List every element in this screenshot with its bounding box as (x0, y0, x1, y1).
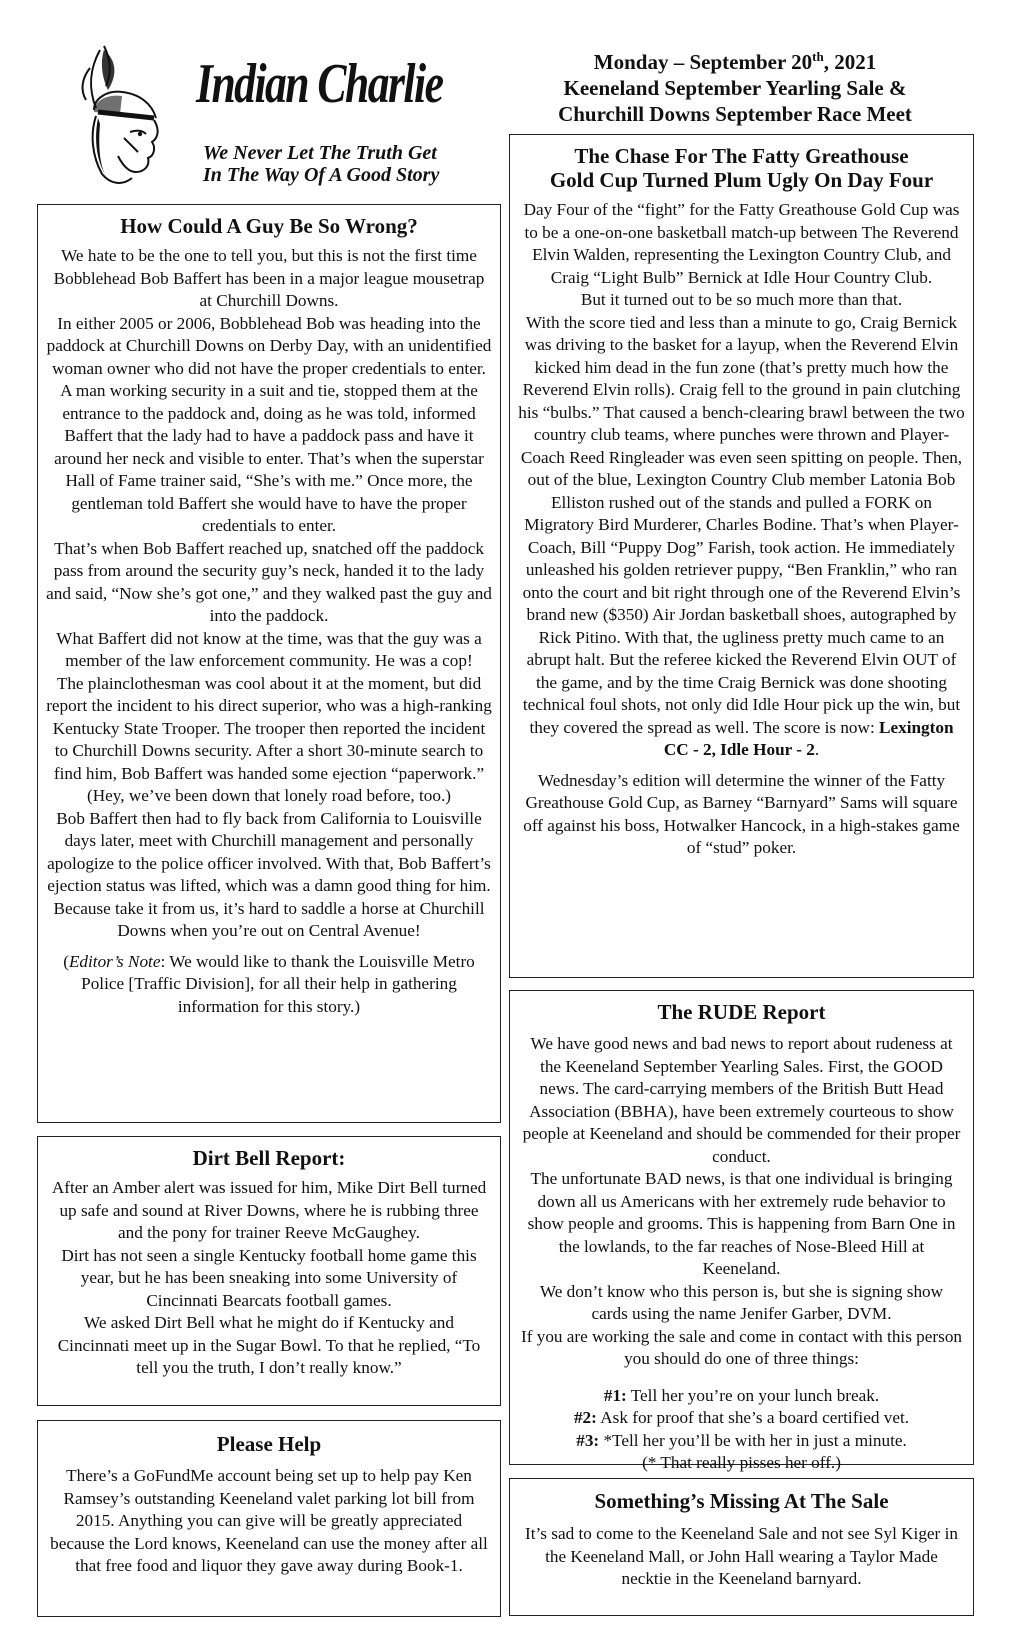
event-line-1: Keeneland September Yearling Sale & (563, 76, 907, 100)
paragraph: It’s sad to come to the Keeneland Sale and not see Syl Kiger in the Keeneland Mall, or John Hall wearing a Taylor Made necktie in the Keeneland barnyard. (525, 1524, 958, 1588)
list-item: #3: *Tell her you’ll be with her in just a minute. (576, 1430, 907, 1450)
indian-head-logo (60, 38, 170, 188)
paragraph: The plainclothesman was cool about it at the moment, but did report the incident to his direct superior, who was a high-ranking Kentucky State Trooper. The trooper then reported the incident to Churchill Downs security. After a short 30-minute search to find him, Bob Baffert was handed some ejection “paperwork.” (Hey, we’ve been down that lonely road before, too.) (46, 673, 492, 805)
story-title: Please Help (216, 1432, 322, 1456)
paragraph: Dirt has not seen a single Kentucky football home game this year, but he has been sneaking into some University of Cincinnati Bearcats football games. (61, 1245, 477, 1310)
paragraph: With the score tied and less than a minute to go, Craig Bernick was driving to the basket for a layup, when the Reverend Elvin kicked him dead in the fun zone (that’s pretty much how the Reverend Elvin rolls). Craig fell to the ground in pain clutching his “bulbs.” That caused a bench-clearing brawl between the two country club teams, where punches were thrown and Player-Coach Reed Ringleader was even seen spitting on people. Then, out of the blue, Lexington Country Club member Latonia Bob Elliston rushed out of the stands and pulled a FORK on Migratory Bird Murderer, Charles Bodine. That’s when Player-Coach, Bill “Puppy Dog” Farish, took action. He immediately unleashed his golden retriever puppy, “Ben Franklin,” who ran onto the court and bit right through one of the Reverend Elvin’s brand new ($350) Air Jordan basketball shoes, autographed by Rick Pitino. With that, the ugliness pretty much came to an abrupt halt. But the referee kicked the Reverend Elvin OUT of the game, and by the time Craig Bernick was done shooting technical foul shots, not only did Idle Hour pick up the win, but they covered the spread as well. The score is now: Lexington CC - 2, Idle Hour - 2. (518, 312, 965, 759)
masthead-tagline-1: We Never Let The Truth Get (203, 142, 437, 164)
story-rude-report (509, 990, 974, 1472)
footnote: (* That really pisses her off.) (642, 1453, 841, 1472)
paragraph: We hate to be the one to tell you, but this is not the first time Bobblehead Bob Baffert has been in a major league mousetrap at Churchill Downs. (53, 246, 485, 310)
paragraph: Day Four of the “fight” for the Fatty Greathouse Gold Cup was to be a one-on-one basketball match-up between The Reverend Elvin Walden, representing the Lexington Country Club, and Craig “Light Bulb” Bernick at Idle Hour Country Club. (523, 200, 960, 287)
list-item: #1: Tell her you’re on your lunch break. (603, 1385, 880, 1405)
paragraph: If you are working the sale and come in contact with this person you should do one of three things: (520, 1326, 963, 1368)
story-title: Something’s Missing At The Sale (594, 1489, 889, 1513)
story-title-line-2: Gold Cup Turned Plum Ugly On Day Four (549, 168, 934, 192)
story-dirt-bell-report (37, 1136, 501, 1406)
paragraph: The unfortunate BAD news, is that one individual is bringing down all us Americans with her extremely rude behavior to show people and grooms. This is happening from Barn One in the lowlands, to the far reaches of Nose-Bleed Hill at Keeneland. (527, 1169, 956, 1278)
issue-date: Monday – September 20th, 2021 (593, 49, 877, 74)
list-item: #2: Ask for proof that she’s a board certified vet. (573, 1408, 910, 1427)
paragraph: There’s a GoFundMe account being set up to help pay Ken Ramsey’s outstanding Keeneland valet parking lot bill from 2015. Anything you can give will be greatly appreciated because the Lord knows, Keeneland can use the money after all that free food and liquor they gave away during Book-1. (50, 1466, 488, 1575)
story-title: Dirt Bell Report: (192, 1146, 346, 1170)
editors-note: (Editor’s Note: We would like to thank the Louisville Metro Police [Traffic Division], for all their help in gathering information for this story.) (63, 951, 475, 1016)
paragraph: That’s when Bob Baffert reached up, snatched off the paddock pass from around the security guy’s neck, handed it to the lady and said, “Now she’s got one,” and they walked past the guy and into the paddock. (46, 538, 492, 625)
story-title: The RUDE Report (657, 1000, 826, 1024)
paragraph: We asked Dirt Bell what he might do if Kentucky and Cincinnati meet up in the Sugar Bowl. To that he replied, “To tell you the truth, I don’t really know.” (57, 1313, 481, 1377)
masthead-title: Indian Charlie (196, 53, 443, 115)
paragraph: In either 2005 or 2006, Bobblehead Bob was heading into the paddock at Churchill Downs on Derby Day, with an unidentified woman owner who did not have the proper credentials to enter. A man working security in a suit and tie, stopped them at the entrance to the paddock and, doing as he was told, informed Baffert that the lady had to have a paddock pass and have it around her neck and visible to enter. That’s when the superstar Hall of Fame trainer said, “She’s with me.” Once more, the gentleman told Baffert she would have to have the proper credentials to enter. (46, 313, 492, 535)
paragraph: We have good news and bad news to report about rudeness at the Keeneland September Yearling Sales. First, the GOOD news. The card-carrying members of the British Butt Head Association (BBHA), have been extremely courteous to show people at Keeneland and should be commended for their proper conduct. (522, 1034, 961, 1166)
story-something-missing (509, 1478, 974, 1616)
story-how-could-a-guy-be-so-wrong (37, 204, 501, 1123)
score-lead: The score is now: (753, 717, 880, 737)
story-title-line-1: The Chase For The Fatty Greathouse (574, 144, 909, 168)
paragraph: We don’t know who this person is, but she is signing show cards using the name Jenifer Garber, DVM. (539, 1281, 944, 1323)
paragraph: Wednesday’s edition will determine the winner of the Fatty Greathouse Gold Cup, as Barney “Barnyard” Sams will square off against his boss, Hotwalker Hancock, in a high-stakes game of “stud” poker. (523, 770, 960, 857)
paragraph: Bob Baffert then had to fly back from California to Louisville days later, meet with Churchill management and personally apologize to the police officer involved. With that, Bob Baffert’s ejection status was lifted, which was a damn good thing for him. (47, 808, 491, 895)
story-fatty-greathouse-gold-cup (509, 134, 974, 978)
story-please-help (37, 1420, 501, 1617)
paragraph: Because take it from us, it’s hard to saddle a horse at Churchill Downs when you’re out on Central Avenue! (53, 898, 485, 940)
score-value: Lexington CC - 2, Idle Hour - 2 (663, 717, 954, 759)
masthead-tagline-2: In The Way Of A Good Story (203, 164, 440, 186)
paragraph: After an Amber alert was issued for him, Mike Dirt Bell turned up safe and sound at River Downs, where he is rubbing three and the pony for trainer Reeve McGaughey. (51, 1178, 487, 1242)
paragraph: What Baffert did not know at the time, was that the guy was a member of the law enforcement community. He was a cop! (56, 628, 482, 670)
event-line-2: Churchill Downs September Race Meet (558, 102, 912, 126)
paragraph: But it turned out to be so much more than that. (580, 290, 903, 309)
story-title: How Could A Guy Be So Wrong? (120, 214, 418, 238)
